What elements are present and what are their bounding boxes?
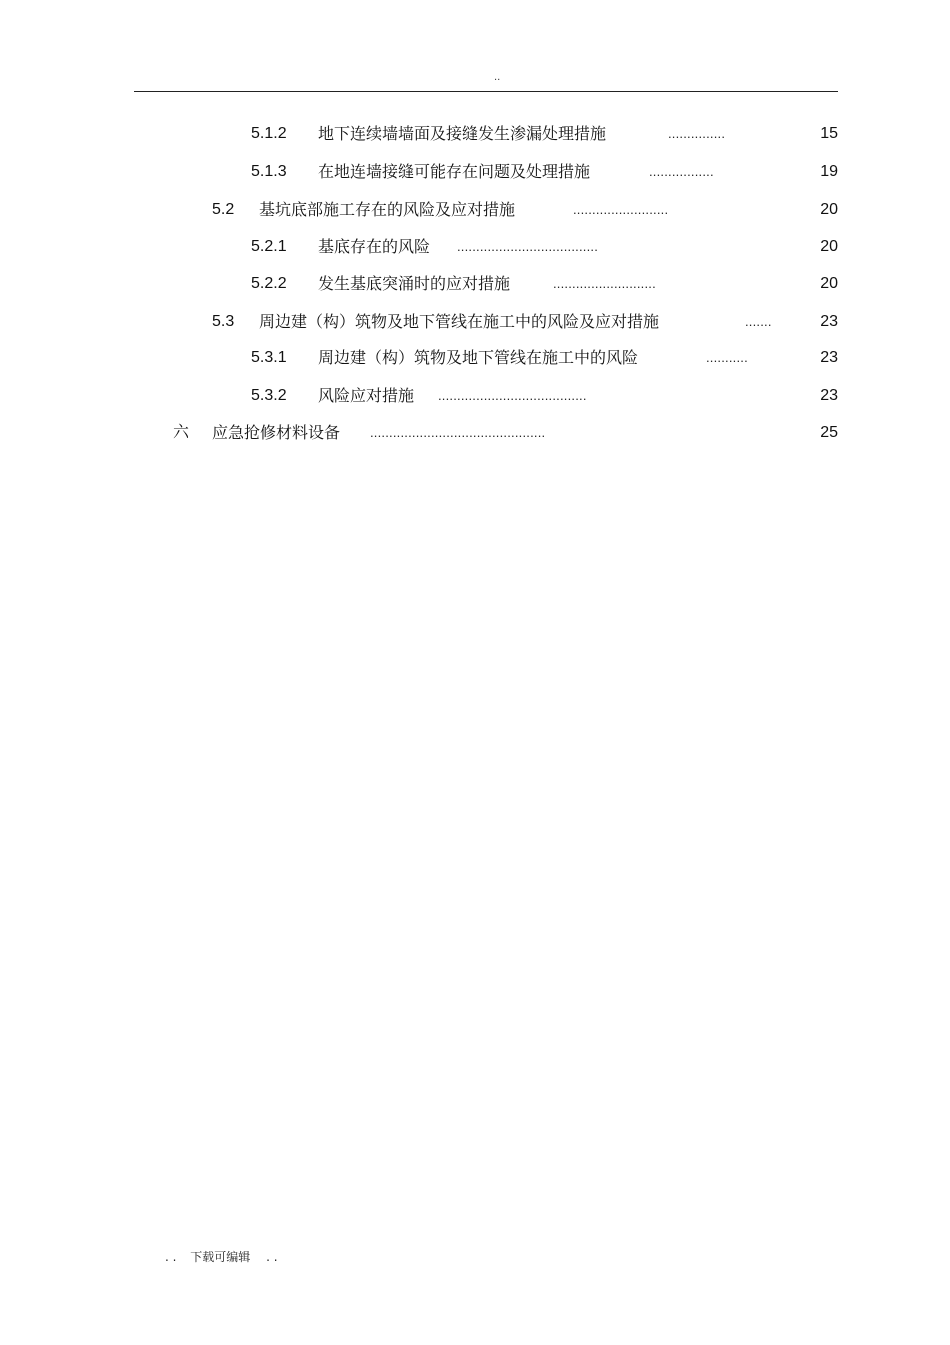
toc-title: 基坑底部施工存在的风险及应对措施 [259,200,516,219]
toc-page-number: 19 [820,163,838,180]
toc-leader-dots: ....................................... [438,388,587,403]
toc-entry-5-1-2[interactable] [0,122,950,146]
toc-leader-dots: ......................... [573,202,669,217]
toc-entry-5-2-2[interactable] [0,272,950,296]
toc-page-number: 15 [820,125,838,142]
toc-title: 风险应对措施 [318,386,415,405]
toc-title: 发生基底突涌时的应对措施 [318,274,511,293]
footer-text: 下载可编辑 [190,1250,251,1264]
toc-entry-5-3[interactable] [0,310,950,334]
toc-title: 在地连墙接缝可能存在问题及处理措施 [318,162,591,181]
header-rule [134,91,838,92]
toc-leader-dots: ........... [706,350,748,365]
toc-leader-dots: .............................................. [370,425,546,440]
toc-title: 周边建（构）筑物及地下管线在施工中的风险 [318,348,639,367]
toc-page-number: 20 [820,275,838,292]
toc-entry-5-2-1[interactable] [0,235,950,259]
toc-title: 基底存在的风险 [318,237,431,256]
toc-number: 5.1.3 [251,163,287,180]
toc-leader-dots: ............... [668,126,726,141]
footer-left-dots: . . [165,1250,177,1264]
toc-page-number: 23 [820,349,838,366]
toc-number: 5.2 [212,201,235,218]
toc-number: 5.2.2 [251,275,287,292]
toc-title: 周边建（构）筑物及地下管线在施工中的风险及应对措施 [259,312,660,331]
page-footer [165,1248,278,1265]
toc-entry-5-3-1[interactable] [0,346,950,370]
toc-page-number: 20 [820,201,838,218]
toc-entry-5-3-2[interactable] [0,384,950,408]
footer-right-dots: . . [266,1250,278,1264]
toc-page-number: 23 [820,387,838,404]
toc-number: 5.3.1 [251,349,287,366]
toc-page-number: 23 [820,313,838,330]
toc-leader-dots: ........................... [553,276,656,291]
toc-page-number: 25 [820,424,838,441]
toc-number: 5.3 [212,313,235,330]
toc-page-number: 20 [820,238,838,255]
toc-leader-dots: ..................................... [457,239,599,254]
toc-number: 六 [173,424,190,441]
toc-number: 5.2.1 [251,238,287,255]
header-mark: .. [494,72,501,83]
toc-entry-5-2[interactable] [0,198,950,222]
toc-entry-5-1-3[interactable] [0,160,950,184]
toc-leader-dots: ................. [649,164,714,179]
toc-entry-6[interactable] [0,421,950,445]
toc-leader-dots: ....... [745,314,772,329]
toc-number: 5.1.2 [251,125,287,142]
toc-number: 5.3.2 [251,387,287,404]
toc-title: 地下连续墙墙面及接缝发生渗漏处理措施 [318,124,607,143]
toc-title: 应急抢修材料设备 [212,423,341,442]
